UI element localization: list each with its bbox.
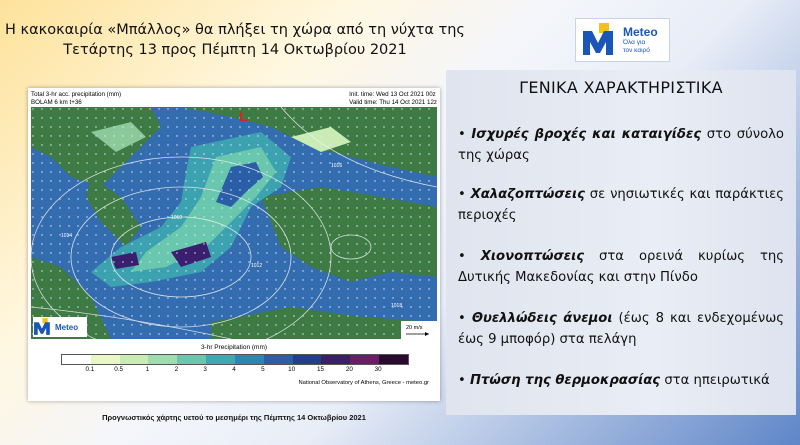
scale-swatch [293, 355, 322, 364]
map-header-model: BOLAM 6 km t+36 [31, 98, 82, 106]
scale-label: 30 [374, 366, 382, 373]
bullet-temperature-bold: Πτώση της θερμοκρασίας [469, 373, 661, 388]
meteo-logo-icon [581, 23, 619, 57]
scale-swatch [321, 355, 350, 364]
map-meteo-logo [33, 317, 87, 337]
headline-line-1: Η κακοκαιρία «Μπάλλος» θα πλήξει τη χώρα από τη νύχτα της [5, 22, 465, 38]
scale-swatch [379, 355, 408, 364]
scale-label: 5 [261, 366, 265, 373]
bullet-wind [458, 308, 784, 350]
scale-label: 2 [174, 366, 179, 373]
bullet-mark: • [458, 373, 466, 388]
bullet-mark: • [458, 311, 466, 326]
precipitation-scale [31, 344, 437, 398]
scale-swatch [350, 355, 379, 364]
scale-label: 15 [316, 366, 325, 373]
map-credit: National Observatory of Athens, Greece - meteo.gr [298, 380, 429, 386]
scale-swatch [62, 355, 91, 364]
scale-label: 1 [145, 366, 150, 373]
scale-labels [61, 366, 407, 375]
scale-label: 20 [345, 366, 353, 373]
contour-label: 1012 [251, 263, 263, 269]
scale-swatch [264, 355, 293, 364]
bullet-snow-bold: Χιονοπτώσεις [480, 249, 585, 264]
bullet-hail-text: σε νησιωτικές και παράκτιες περιοχές [458, 187, 784, 223]
bullet-snow [458, 246, 784, 288]
map-init-time: Init. time: Wed 13 Oct 2021 00z [349, 91, 436, 98]
map-image [31, 107, 437, 339]
logo-tagline-2: τον καιρό [623, 46, 650, 54]
precipitation-map [28, 88, 440, 401]
contour-label: 1010 [171, 215, 183, 221]
contour-label: 1016 [331, 163, 343, 169]
bullet-temperature-text: στα ηπειρωτικά [660, 373, 770, 388]
wind-scale [401, 321, 437, 339]
bullet-snow-text: στα ορεινά κυρίως της Δυτικής Μακεδονίας και στην Πίνδο [458, 249, 785, 285]
scale-color-bar [61, 354, 409, 365]
scale-swatch [148, 355, 177, 364]
map-valid-time: Valid time: Thu 14 Oct 2021 12z [349, 98, 437, 106]
bullet-mark: • [458, 127, 466, 142]
map-caption: Προγνωστικός χάρτης υετού το μεσημέρι της Πέμπτης 14 Οκτωβρίου 2021 [102, 413, 366, 422]
low-pressure-marker: L [239, 108, 248, 124]
bullet-hail-bold: Χαλαζοπτώσεις [470, 187, 585, 202]
scale-label: 3 [203, 366, 207, 373]
scale-swatch [120, 355, 149, 364]
bullet-rain-text: στο σύνολο της χώρας [458, 127, 785, 163]
scale-label: 0.1 [85, 366, 95, 373]
headline-line-2: Τετάρτης 13 προς Πέμπτη 14 Οκτωβρίου 2021 [63, 42, 407, 58]
bullet-hail [458, 184, 784, 226]
bullet-temperature [458, 370, 784, 391]
logo-tagline-1: Όλα για [623, 38, 646, 46]
scale-label: 10 [288, 366, 296, 373]
wind-scale-label: 20 m/s [406, 325, 423, 331]
contour-label: 1014 [61, 233, 73, 239]
bullet-mark: • [458, 187, 466, 202]
scale-title: 3-hr Precipitation (mm) [200, 344, 268, 351]
scale-swatch [235, 355, 264, 364]
meteo-logo [575, 18, 670, 62]
logo-name: Meteo [623, 24, 658, 39]
map-header-title: Total 3-hr acc. precipitation (mm) [31, 91, 122, 98]
map-illustration [31, 107, 437, 339]
bullet-wind-bold: Θυελλώδεις άνεμοι [471, 311, 613, 326]
headline [0, 20, 470, 60]
scale-swatch [206, 355, 235, 364]
bullet-mark: • [458, 249, 466, 264]
bullet-wind-text: (έως 8 και ενδεχομένως έως 9 μποφόρ) στα πελάγη [458, 311, 785, 347]
scale-swatch [91, 355, 120, 364]
contour-label: 1018 [391, 303, 403, 309]
meteo-logo-icon [33, 318, 53, 336]
bullet-rain-bold: Ισχυρές βροχές και καταιγίδες [471, 127, 702, 142]
scale-label: 0.5 [114, 366, 124, 373]
scale-label: 4 [232, 366, 236, 373]
map-logo-name: Meteo [55, 322, 79, 332]
bullet-rain [458, 124, 784, 166]
features-panel [446, 70, 796, 415]
scale-swatch [177, 355, 206, 364]
panel-title: ΓΕΝΙΚΑ ΧΑΡΑΚΤΗΡΙΣΤΙΚΑ [519, 78, 723, 97]
